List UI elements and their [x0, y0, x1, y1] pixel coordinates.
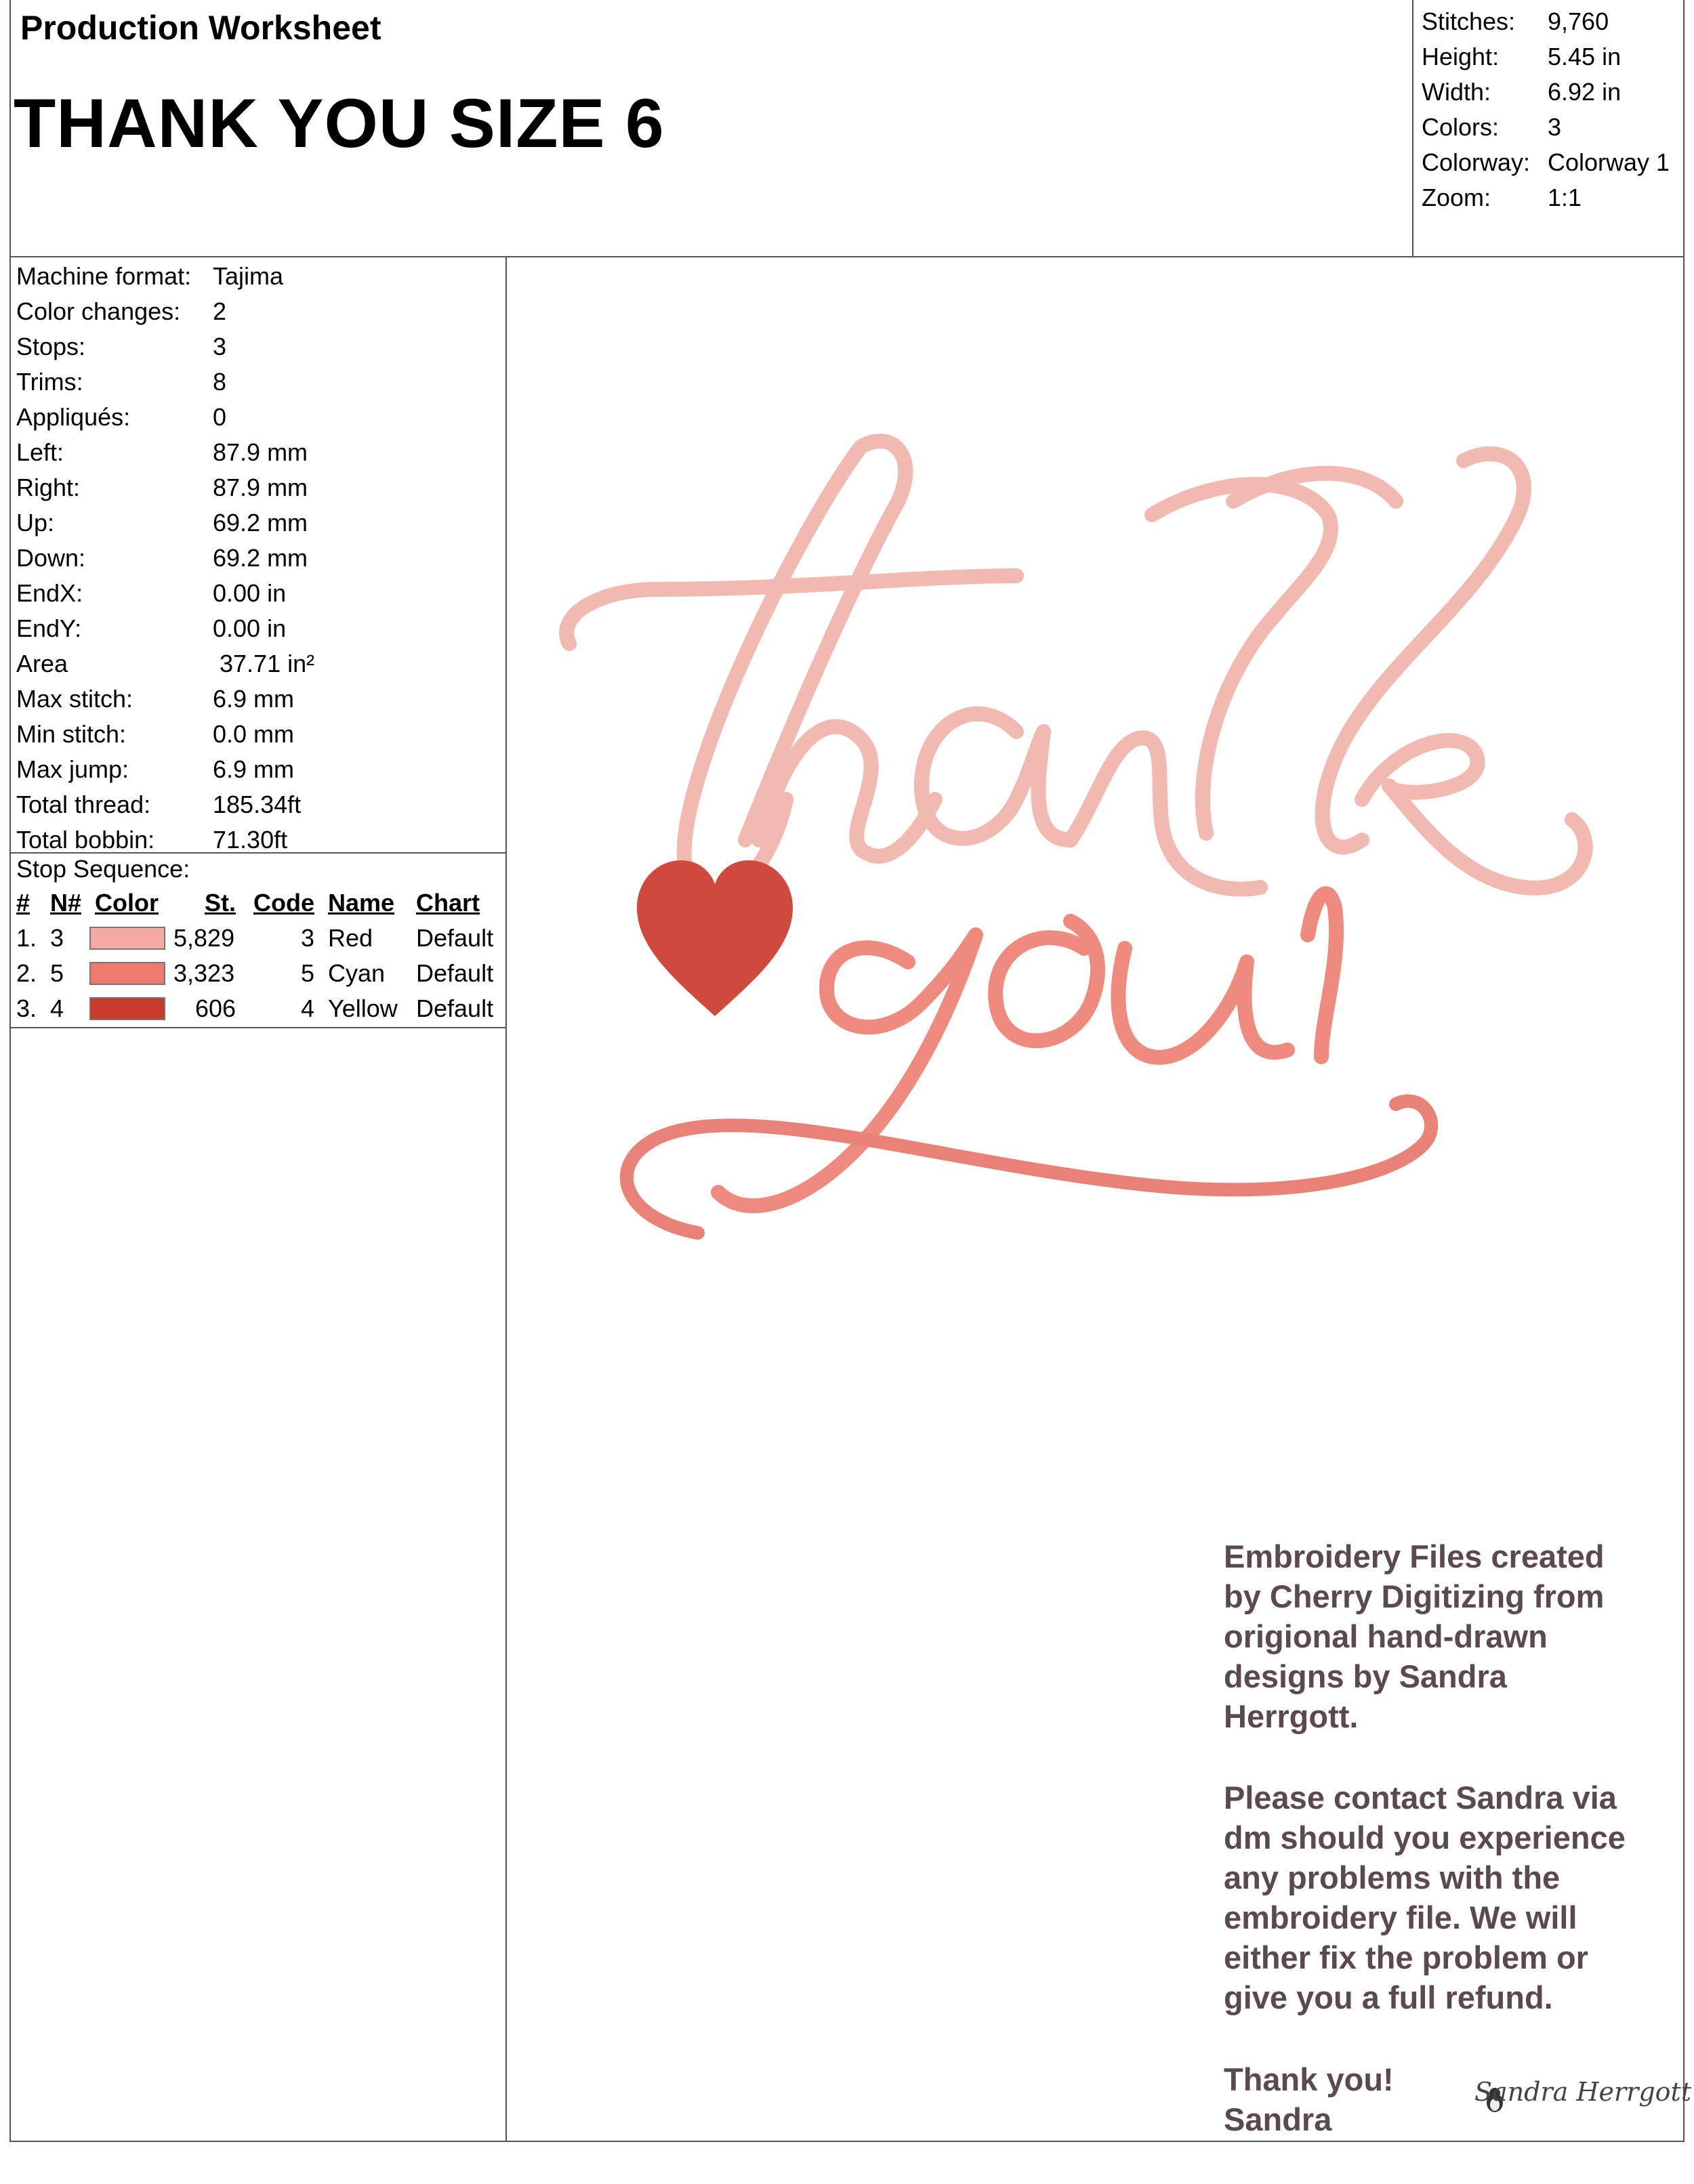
- note-paragraph-1: Embroidery Files created by Cherry Digitizing from origional hand-drawn designs by Sandra Herrgott.: [1224, 1538, 1605, 1734]
- col-header-name: Name: [328, 889, 395, 917]
- row-code: 4: [301, 994, 315, 1022]
- heart-icon: [637, 860, 793, 1016]
- row-name: Cyan: [328, 959, 386, 987]
- color-swatch: [89, 997, 165, 1020]
- row-chart: Default: [416, 959, 494, 987]
- row-stitches: 5,829: [173, 924, 235, 952]
- row-code: 5: [301, 959, 315, 987]
- signature: Sandra Herrgott: [1474, 2077, 1692, 2107]
- you-lettering: [718, 894, 1336, 1206]
- col-header-code: Code: [253, 889, 314, 917]
- specs-panel: Stitches: 9,760 Height: 5.45 in Width: 6.92 in Colors: 3 Colorway: Colorway 1 Zoom: 1:1: [1412, 0, 1685, 257]
- row-num: 3.: [16, 994, 37, 1022]
- col-header-needle: N#: [50, 889, 82, 917]
- row-code: 3: [301, 924, 315, 952]
- embroidery-artwork: [542, 420, 1694, 1382]
- row-needle: 4: [50, 994, 64, 1022]
- row-stitches: 606: [195, 994, 236, 1022]
- col-header-chart: Chart: [416, 889, 480, 917]
- worksheet-title: Production Worksheet: [20, 9, 381, 47]
- row-name: Red: [328, 924, 373, 952]
- stop-sequence-label: Stop Sequence:: [16, 855, 190, 883]
- swash-underline: [627, 1101, 1431, 1233]
- row-stitches: 3,323: [173, 959, 235, 987]
- col-header-num: #: [16, 889, 30, 917]
- row-chart: Default: [416, 994, 494, 1022]
- row-name: Yellow: [328, 994, 398, 1022]
- row-num: 1.: [16, 924, 37, 952]
- color-swatch: [89, 927, 165, 950]
- design-name: THANK YOU SIZE 6: [14, 85, 665, 162]
- col-header-stitches: St.: [205, 889, 236, 917]
- col-header-color: Color: [95, 889, 159, 917]
- row-needle: 5: [50, 959, 64, 987]
- note-closing: Thank you! Sandra: [1224, 2061, 1394, 2137]
- divider: [9, 1027, 507, 1028]
- note-paragraph-2: Please contact Sandra via dm should you experience any problems with the embroidery file. We will either fix the problem or give you a full refund.: [1224, 1780, 1626, 2015]
- row-num: 2.: [16, 959, 37, 987]
- header-panel: [9, 0, 1413, 257]
- divider: [9, 852, 507, 854]
- row-chart: Default: [416, 924, 494, 952]
- thank-lettering: [566, 441, 1585, 899]
- color-swatch: [89, 962, 165, 985]
- row-needle: 3: [50, 924, 64, 952]
